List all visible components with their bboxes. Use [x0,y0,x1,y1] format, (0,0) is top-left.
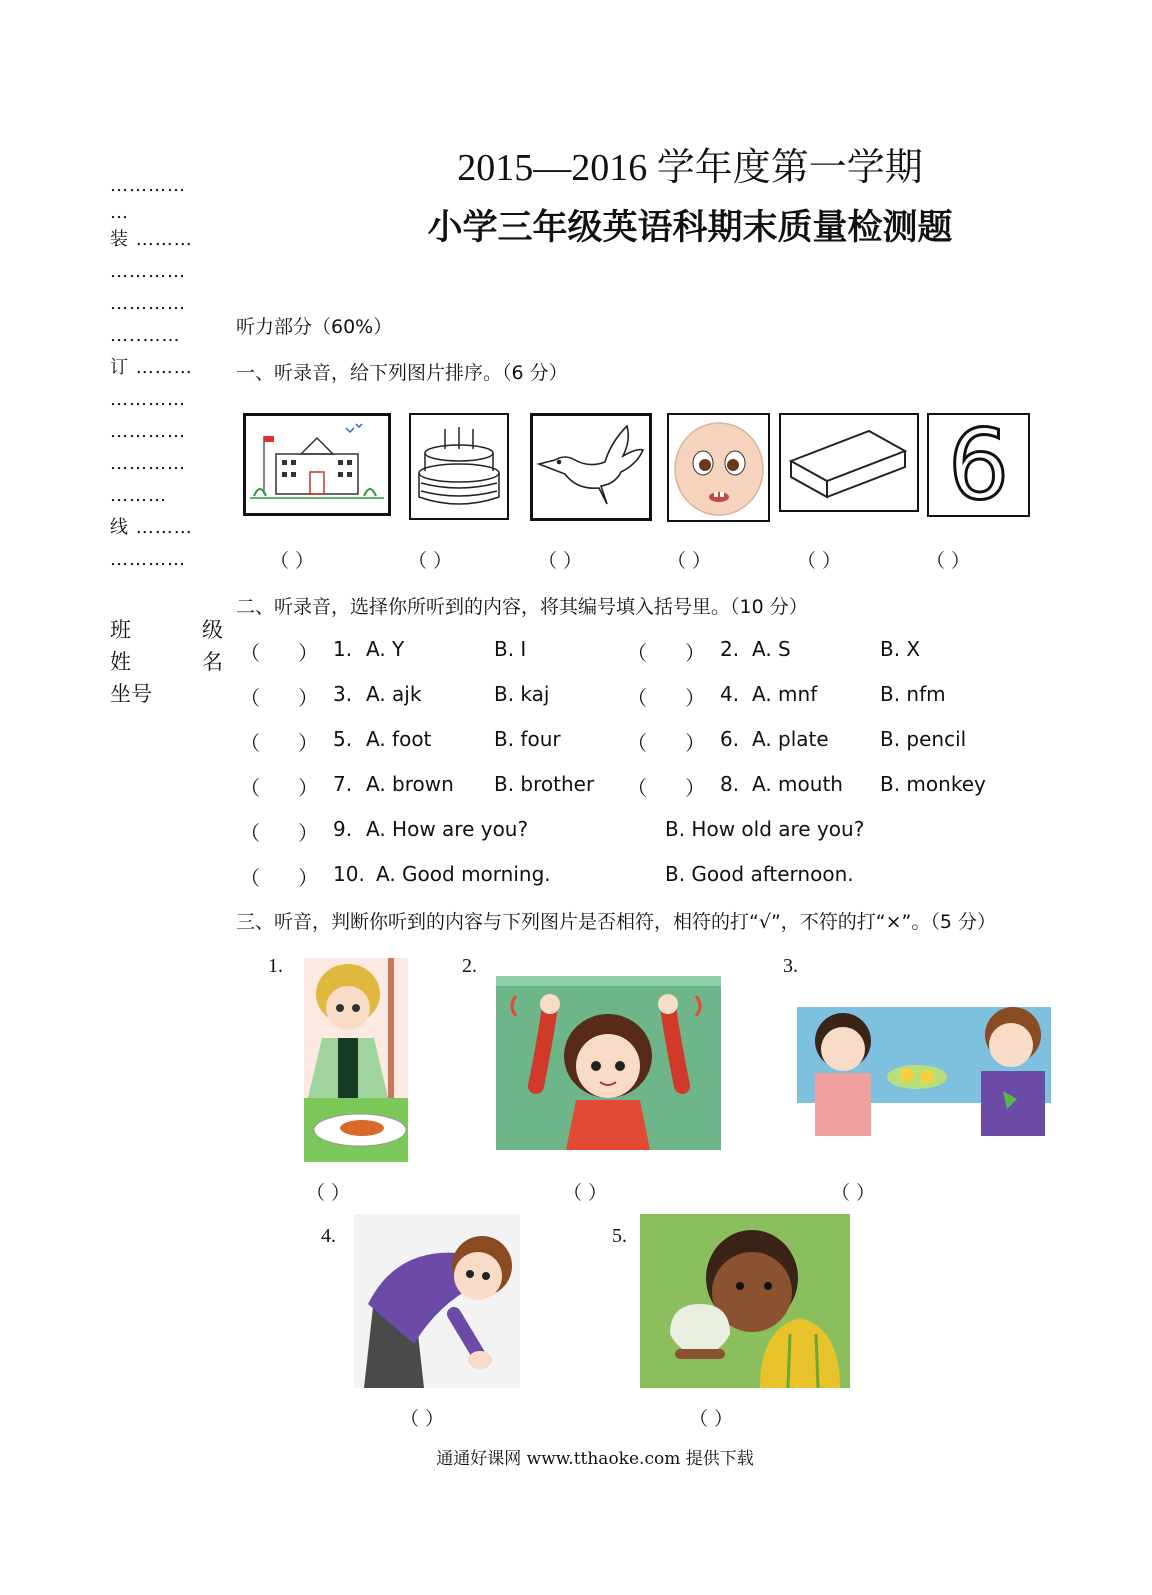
margin-line: ………… [110,261,186,282]
question-number: 8. [720,772,740,796]
bird-icon [533,416,649,518]
answer-paren[interactable]: （ ） [797,550,842,572]
boy-bending-icon [354,1214,520,1388]
answer-paren[interactable]: （ ） [667,550,712,572]
margin-line: ………… [110,389,186,410]
baby-face-icon [669,415,768,520]
item-number: 4. [321,1225,336,1247]
answer-paren[interactable]: （ ） [563,1182,608,1204]
option-b: B. nfm [880,682,946,706]
item-number: 5. [612,1225,627,1247]
answer-paren[interactable]: （ ） [538,550,583,572]
margin-line: ………… [110,453,186,474]
kids-eggs-icon [797,991,1051,1136]
question-number: 3. [333,682,353,706]
option-b: B. I [494,637,527,661]
option-b: B. brother [494,772,595,796]
option-b: B. How old are you? [665,817,865,841]
margin-line-xian: 线 ……… [110,517,193,538]
option-a: A. mouth [752,772,843,796]
answer-paren[interactable]: （ ） [240,821,319,845]
number-six-picture [927,409,1030,521]
kids-eggs-picture [797,991,1051,1136]
question-number: 10. [333,862,365,886]
exam-title-subject: 小学三年级英语科期末质量检测题 [427,208,953,248]
item-number: 1. [268,955,283,977]
girl-waving-icon [496,976,721,1150]
item-number: 3. [783,955,798,977]
answer-paren[interactable]: （ ） [240,686,319,710]
answer-paren[interactable]: （ ） [627,641,706,665]
school-icon [246,416,388,513]
margin-line: …..…… [110,325,181,346]
binding-margin [110,170,240,576]
exam-title-year: 2015—2016 学年度第一学期 [457,147,923,189]
eraser-picture [779,413,919,512]
part3-heading: 三、听音，判断你听到的内容与下列图片是否相符，相符的打“√”，不符的打“×”。（5 分） [236,911,997,933]
cake-icon [411,415,507,518]
answer-paren[interactable]: （ ） [400,1408,445,1430]
six-digit: 6 [947,409,1010,521]
question-number: 2. [720,637,740,661]
bird-picture [530,413,652,521]
part2-heading: 二、听录音，选择你所听到的内容，将其编号填入括号里。（10 分） [236,596,808,618]
listening-header: 听力部分（60%） [236,316,393,338]
margin-line-ding: 订 ……… [110,357,193,378]
answer-paren[interactable]: （ ） [240,776,319,800]
option-b: B. pencil [880,727,967,751]
school-picture [243,413,391,516]
answer-paren[interactable]: （ ） [689,1408,734,1430]
margin-line: ………… [110,175,186,196]
question-number: 4. [720,682,740,706]
girl-eating-icon [304,958,408,1162]
margin-line: ………… [110,549,186,570]
answer-paren[interactable]: （ ） [240,866,319,890]
question-number: 6. [720,727,740,751]
margin-line: ………… [110,293,186,314]
question-number: 9. [333,817,353,841]
question-number: 1. [333,637,353,661]
option-a: A. plate [752,727,829,751]
margin-line: ………… [110,421,186,442]
question-number: 5. [333,727,353,751]
item-number: 2. [462,955,477,977]
class-label-2: 级 [202,618,223,642]
option-a: A. S [752,637,791,661]
option-a: A. How are you? [366,817,529,841]
boy-breath-picture [640,1214,850,1388]
eraser-icon [781,415,917,510]
option-b: B. X [880,637,921,661]
boy-breath-icon [640,1214,850,1388]
name-label-1: 姓 [110,650,131,674]
answer-paren[interactable]: （ ） [627,776,706,800]
answer-paren[interactable]: （ ） [306,1182,351,1204]
footer-credit: 通通好课网 www.tthaoke.com 提供下载 [436,1449,754,1469]
option-b: B. Good afternoon. [665,862,854,886]
answer-paren[interactable]: （ ） [627,686,706,710]
cake-picture [409,413,509,520]
option-b: B. four [494,727,561,751]
boy-bending-picture [354,1214,520,1388]
answer-paren[interactable]: （ ） [627,731,706,755]
question-number: 7. [333,772,353,796]
margin-line: … [110,202,129,223]
answer-paren[interactable]: （ ） [270,550,315,572]
part1-heading: 一、听录音，给下列图片排序。（6 分） [236,362,568,384]
margin-line-zhuang: 装 ……… [110,229,193,250]
option-b: B. monkey [880,772,986,796]
option-b: B. kaj [494,682,550,706]
margin-line: ……… [110,485,167,506]
answer-paren[interactable]: （ ） [240,731,319,755]
option-a: A. brown [366,772,454,796]
baby-face-picture [667,413,770,522]
answer-paren[interactable]: （ ） [831,1182,876,1204]
answer-paren[interactable]: （ ） [926,550,971,572]
answer-paren[interactable]: （ ） [408,550,453,572]
option-a: A. ajk [366,682,422,706]
answer-paren[interactable]: （ ） [240,641,319,665]
option-a: A. mnf [752,682,818,706]
girl-eating-picture [304,958,408,1162]
name-label-2: 名 [202,650,223,674]
option-a: A. Y [366,637,405,661]
class-label-1: 班 [110,618,131,642]
option-a: A. foot [366,727,432,751]
seat-label: 坐号 [110,682,152,706]
girl-waving-picture [496,976,721,1150]
option-a: A. Good morning. [376,862,551,886]
